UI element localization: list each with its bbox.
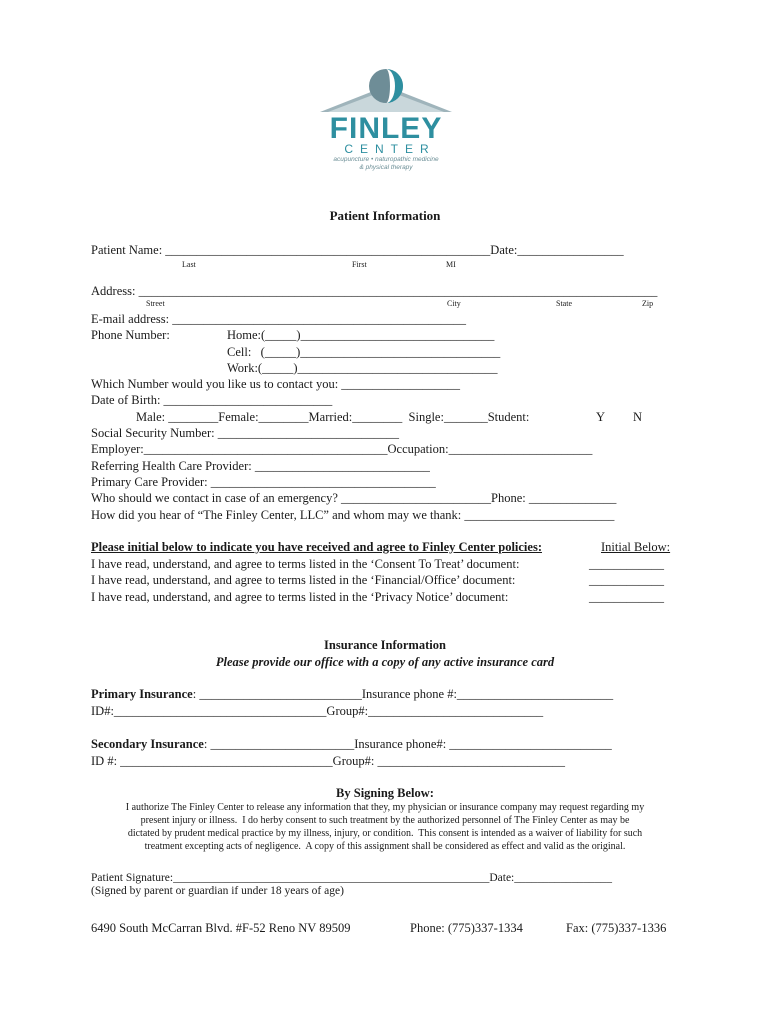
ssn-field[interactable]: Social Security Number: _____________________________ (91, 426, 399, 440)
employer-occupation-field[interactable]: Employer:_______________________________________Occupation:_______________________ (91, 442, 593, 456)
sub-label-zip: Zip (642, 299, 654, 308)
secondary-insurance-label: Secondary Insurance (91, 737, 204, 751)
sub-label-last: Last (182, 260, 196, 269)
logo-center: CENTER (344, 142, 436, 156)
status-fields[interactable]: Male: ________Female:________Married:________ Single:_______Student: (136, 410, 530, 424)
consent-paragraph-line-3: dictated by prudent medical practice by my illness, injury, or condition. This consent is intended as a waiver of liability for such (127, 828, 643, 839)
finley-center-logo (318, 64, 454, 174)
initial-financial-field[interactable]: ____________ (589, 573, 664, 587)
footer-phone: Phone: (775)337-1334 (410, 921, 523, 935)
logo-mark-icon (318, 64, 454, 114)
consent-paragraph-line-1: I authorize The Finley Center to release any information that they, my physician or insurance company may request regarding my (125, 802, 645, 813)
consent-paragraph-line-2: present injury or illness. I do herby consent to such treatment by the authorized personnel of The Finley Center as may be (140, 815, 630, 826)
primary-insurance-field[interactable] (91, 687, 613, 702)
date-of-birth-field[interactable]: Date of Birth: ___________________________ (91, 393, 333, 407)
sub-label-mi: MI (446, 260, 456, 269)
sub-label-state: State (556, 299, 572, 308)
primary-insurance-label: Primary Insurance (91, 687, 193, 701)
footer-fax: Fax: (775)337-1336 (566, 921, 667, 935)
sub-label-first: First (352, 260, 367, 269)
secondary-id-group-field[interactable]: ID #: __________________________________Group#: ______________________________ (91, 754, 565, 768)
initial-privacy-field[interactable]: ____________ (589, 590, 664, 604)
patient-name-field[interactable]: Patient Name: ____________________________________________________Date:_________________ (91, 243, 624, 257)
primary-id-group-field[interactable]: ID#:__________________________________Group#:____________________________ (91, 704, 544, 718)
guardian-note: (Signed by parent or guardian if under 18 years of age) (91, 885, 344, 897)
email-field[interactable]: E-mail address: _______________________________________________ (91, 312, 466, 326)
secondary-insurance-blanks: : _______________________Insurance phone#: __________________________ (203, 737, 612, 751)
logo-name: FINLEY (329, 112, 443, 145)
initial-consent-field[interactable]: ____________ (589, 557, 664, 571)
signing-title: By Signing Below: (336, 786, 434, 800)
insurance-subtitle: Please provide our office with a copy of any active insurance card (215, 655, 555, 669)
initial-below-label: Initial Below: (601, 540, 671, 554)
policy-consent-line: I have read, understand, and agree to terms listed in the ‘Consent To Treat’ document: (91, 557, 520, 571)
emergency-contact-field[interactable]: Who should we contact in case of an emergency? ________________________Phone: ______________ (91, 491, 617, 505)
student-yes-option[interactable]: Y (596, 410, 606, 424)
phone-number-label: Phone Number: (91, 328, 170, 342)
student-no-option[interactable]: N (633, 410, 643, 424)
primary-insurance-blanks: : __________________________Insurance phone #:_________________________ (192, 687, 614, 701)
patient-signature-field[interactable]: Patient Signature:_______________________________________________________Date:_________________ (91, 872, 612, 884)
policy-privacy-line: I have read, understand, and agree to terms listed in the ‘Privacy Notice’ document: (91, 590, 509, 604)
policy-financial-line: I have read, understand, and agree to terms listed in the ‘Financial/Office’ document: (91, 573, 516, 587)
phone-home-field[interactable]: Home:(_____)_______________________________ (227, 328, 495, 342)
footer-address: 6490 South McCarran Blvd. #F-52 Reno NV 89509 (91, 921, 351, 935)
phone-work-field[interactable]: Work:(_____)________________________________ (227, 361, 498, 375)
referring-provider-field[interactable]: Referring Health Care Provider: ____________________________ (91, 459, 430, 473)
consent-paragraph-line-4: treatment excepting acts of negligence. A copy of this assignment shall be considered as effect and valid as the original. (144, 841, 626, 852)
policies-heading: Please initial below to indicate you have received and agree to Finley Center policies: (91, 540, 542, 554)
logo-tagline-2: & physical therapy (359, 164, 413, 171)
primary-care-field[interactable]: Primary Care Provider: ____________________________________ (91, 475, 436, 489)
sub-label-street: Street (146, 299, 165, 308)
referral-source-field[interactable]: How did you hear of “The Finley Center, LLC” and whom may we thank: ________________________ (91, 508, 615, 522)
contact-preference-field[interactable]: Which Number would you like us to contact you: ___________________ (91, 377, 461, 391)
logo-tagline-1: acupuncture • naturopathic medicine (333, 156, 439, 163)
secondary-insurance-field[interactable] (91, 737, 612, 752)
phone-cell-field[interactable]: Cell: (_____)________________________________ (227, 345, 501, 359)
sub-label-city: City (447, 299, 461, 308)
address-field[interactable]: Address: ___________________________________________________________________________________ (91, 284, 658, 298)
page-title: Patient Information (329, 208, 441, 223)
insurance-title: Insurance Information (324, 638, 446, 652)
